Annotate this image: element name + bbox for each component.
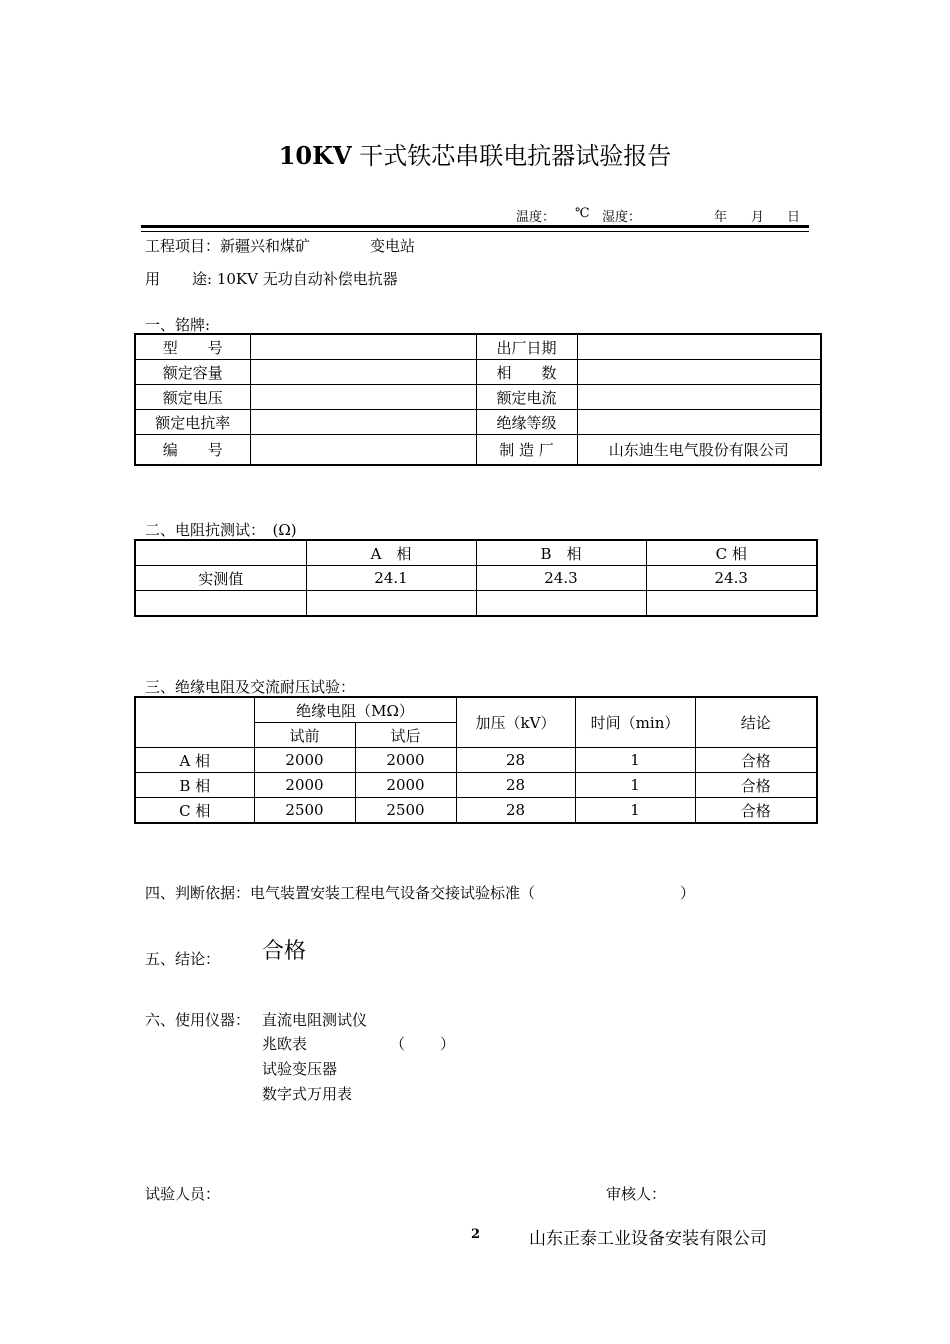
header-rule-thin (141, 231, 809, 232)
table-row (135, 773, 817, 798)
header-result: 结论 (695, 697, 817, 748)
company-name: 山东正泰工业设备安装有限公司 (529, 1229, 767, 1249)
instrument-item: 试验变压器 (262, 1060, 338, 1078)
paren-open: （ (390, 1035, 406, 1053)
instrument-item: 数字式万用表 (262, 1085, 353, 1103)
value-cell: 2000 (355, 748, 456, 773)
table-row (135, 360, 821, 385)
nameplate-label: 额定容量 (135, 360, 250, 385)
table-row (135, 697, 817, 723)
nameplate-label: 制 造 厂 (476, 435, 577, 466)
temp-label: 温度： (516, 210, 556, 225)
header-voltage: 加压（kV） (456, 697, 575, 748)
section4-text: 四、判断依据：电气装置安装工程电气设备交接试验标准（ (145, 884, 536, 902)
reviewer-label: 审核人： (606, 1185, 667, 1203)
nameplate-label: 出厂日期 (476, 334, 577, 360)
table-row (135, 566, 817, 591)
section2-heading: 二、电阻抗测试： (Ω) (145, 521, 297, 539)
header-cell: C 相 (646, 540, 817, 566)
value-cell: 2000 (254, 773, 355, 798)
nameplate-value (577, 410, 821, 435)
temp-unit: ℃ (575, 206, 590, 221)
value-cell: 24.1 (306, 566, 476, 591)
section3-heading: 三、绝缘电阻及交流耐压试验： (145, 678, 356, 696)
value-cell: 2500 (254, 798, 355, 824)
value-cell: 28 (456, 798, 575, 824)
section6-label: 六、使用仪器： (145, 1011, 251, 1029)
value-cell: 2000 (254, 748, 355, 773)
table-row (135, 798, 817, 824)
table-row (135, 540, 817, 566)
table-row (135, 591, 817, 617)
usage-label-b: 途: 10KV 无功自动补偿电抗器 (192, 270, 398, 288)
empty-cell (646, 591, 817, 617)
conclusion-value: 合格 (262, 939, 307, 964)
header-cell: B 相 (476, 540, 646, 566)
nameplate-value (250, 410, 476, 435)
instrument-item: 直流电阻测试仪 (262, 1011, 368, 1029)
empty-cell (476, 591, 646, 617)
nameplate-value (250, 385, 476, 410)
value-cell: 28 (456, 748, 575, 773)
value-cell: 2500 (355, 798, 456, 824)
value-cell: 24.3 (646, 566, 817, 591)
header-insulation: 绝缘电阻（MΩ） (254, 697, 456, 723)
value-cell: 24.3 (476, 566, 646, 591)
empty-cell (306, 591, 476, 617)
table-row (135, 410, 821, 435)
header-cell (135, 540, 306, 566)
table-row (135, 385, 821, 410)
project-suffix: 变电站 (370, 237, 416, 255)
result-cell: 合格 (695, 748, 817, 773)
value-cell: 28 (456, 773, 575, 798)
nameplate-value (577, 334, 821, 360)
impedance-table (134, 539, 818, 617)
table-row (135, 334, 821, 360)
year-label: 年 (714, 210, 728, 225)
header-after: 试后 (355, 723, 456, 748)
paren-close: ） (440, 1035, 456, 1053)
result-cell: 合格 (695, 798, 817, 824)
page-number: 2 (471, 1227, 481, 1242)
nameplate-value (577, 360, 821, 385)
section4-close: ） (680, 884, 696, 902)
value-cell: 2000 (355, 773, 456, 798)
nameplate-label: 绝缘等级 (476, 410, 577, 435)
nameplate-value (250, 360, 476, 385)
empty-cell (135, 591, 306, 617)
nameplate-value (577, 385, 821, 410)
instrument-item: 兆欧表 (262, 1035, 308, 1053)
section5-label: 五、结论： (145, 950, 221, 968)
nameplate-value (250, 435, 476, 466)
phase-cell: C 相 (135, 798, 254, 824)
day-label: 日 (787, 210, 801, 225)
tester-label: 试验人员： (145, 1185, 221, 1203)
humidity-label: 湿度： (602, 210, 642, 225)
nameplate-value (250, 334, 476, 360)
nameplate-value: 山东迪生电气股份有限公司 (577, 435, 821, 466)
project-label: 工程项目：新疆兴和煤矿 (145, 237, 311, 255)
value-cell: 1 (575, 798, 695, 824)
nameplate-label: 编 号 (135, 435, 250, 466)
header-before: 试前 (254, 723, 355, 748)
empty-cell (135, 697, 254, 748)
nameplate-label: 型 号 (135, 334, 250, 360)
nameplate-label: 额定电压 (135, 385, 250, 410)
header-rule-thick (141, 225, 809, 228)
nameplate-label: 额定电流 (476, 385, 577, 410)
nameplate-label: 额定电抗率 (135, 410, 250, 435)
header-time: 时间（min） (575, 697, 695, 748)
header-cell: A 相 (306, 540, 476, 566)
title-text: 干式铁芯串联电抗器试验报告 (351, 142, 672, 170)
value-cell: 1 (575, 773, 695, 798)
result-cell: 合格 (695, 773, 817, 798)
title-bold: 10KV (278, 141, 352, 170)
section1-heading: 一、铭牌: (145, 316, 211, 334)
table-row (135, 748, 817, 773)
phase-cell: A 相 (135, 748, 254, 773)
usage-label-a: 用 (145, 270, 161, 288)
table-row (135, 435, 821, 466)
report-title (0, 136, 950, 171)
nameplate-table (134, 333, 822, 466)
month-label: 月 (751, 210, 765, 225)
phase-cell: B 相 (135, 773, 254, 798)
nameplate-label: 相 数 (476, 360, 577, 385)
value-cell: 1 (575, 748, 695, 773)
insulation-table (134, 696, 818, 824)
row-label: 实测值 (135, 566, 306, 591)
